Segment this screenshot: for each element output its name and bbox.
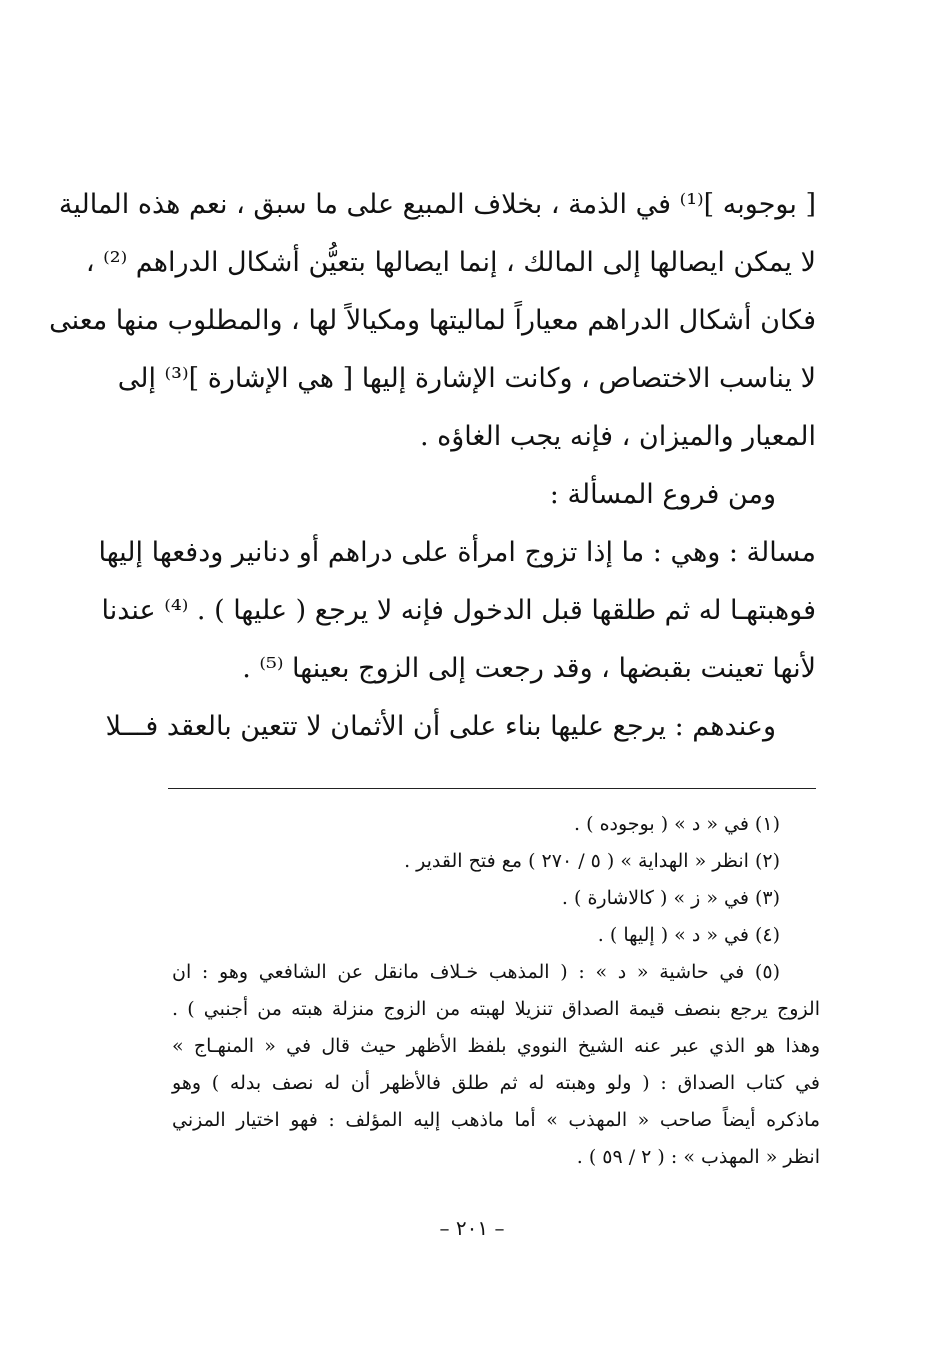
text-line-5: المعيار والميزان ، فإنه يجب الغاؤه . xyxy=(419,421,816,452)
footnote-2: (٢) انظر « الهداية » ( ٥ / ٢٧٠ ) مع فتح القدير . xyxy=(404,850,780,872)
footnote-5-line-1: (٥) في حاشية « د » : ( المذهب خـلاف مانقل عن الشافعي وهو : ان xyxy=(172,961,780,983)
section-heading: ومن فروع المسألة : xyxy=(549,479,776,510)
footnote-5-line-2: الزوج يرجع بنصف قيمة الصداق تنزيلا لهبته من الزوج منزلة هبته من أجنبي ) . xyxy=(172,998,820,1020)
text-line-1: [ بوجوبه ]⁽¹⁾ في الذمة ، بخلاف المبيع على ما سبق ، نعم هذه المالية xyxy=(58,189,816,220)
page-number: – ٢٠١ – xyxy=(439,1216,505,1240)
text-line-4: لا يناسب الاختصاص ، وكانت الإشارة إليها [ هي الإشارة ]⁽³⁾ إلى xyxy=(117,363,816,394)
footnote-1: (١) في « د » ( بوجوده ) . xyxy=(574,813,780,835)
footnotes xyxy=(172,806,820,1176)
footnote-5-line-3: وهذا هو الذي عبر عنه الشيخ النووي بلفظ الأظهر حيث قال في « المنهـاج » xyxy=(172,1035,820,1057)
text-line-3: فكان أشكال الدراهم معياراً لماليتها ومكيالاً لها ، والمطلوب منها معنى xyxy=(49,305,816,336)
text-line-8: فوهبتهـا له ثم طلقها قبل الدخول فإنه لا يرجع ( عليها ) . ⁽⁴⁾ عندنا xyxy=(101,595,816,626)
text-line-2: لا يمكن ايصالها إلى المالك ، إنما ايصالها بتعيُّن أشكال الدراهم ⁽²⁾ ، xyxy=(85,247,816,278)
main-text xyxy=(49,176,816,756)
footnote-4: (٤) في « د » ( إليها ) . xyxy=(597,924,780,946)
footnote-5-line-5: ماذكره أيضاً صاحب « المهذب » أما ماذهب إليه المؤلف : فهو اختيار المزني xyxy=(172,1109,820,1131)
text-line-9: لأنها تعينت بقبضها ، وقد رجعت إلى الزوج بعينها ⁽⁵⁾ . xyxy=(242,653,816,684)
footnote-divider xyxy=(168,788,816,789)
text-line-10: وعندهم : يرجع عليها بناء على أن الأثمان لا تتعين بالعقد فـــلا xyxy=(105,711,776,742)
footnote-5-line-6: انظر « المهذب » : ( ٢ / ٥٩ ) . xyxy=(576,1146,820,1168)
text-line-7: مسالة : وهي : ما إذا تزوج امرأة على دراهم أو دنانير ودفعها إليها xyxy=(98,537,816,568)
footnote-3: (٣) في « ز » ( كالاشارة ) . xyxy=(561,887,780,909)
footnote-5-line-4: في كتاب الصداق : ( ولو وهبته له ثم طلق فالأظهر أن له نصف بدله ) وهو xyxy=(172,1072,820,1094)
